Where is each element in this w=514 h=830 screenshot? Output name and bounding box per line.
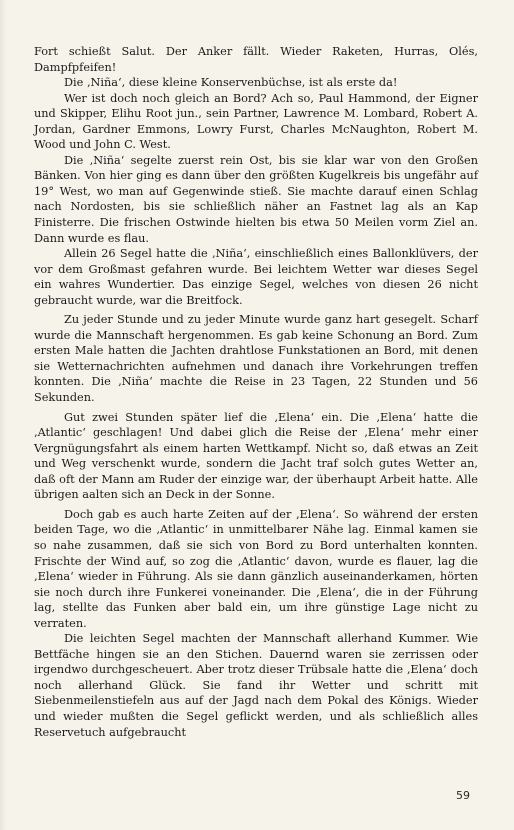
page-number: 59	[456, 789, 470, 802]
paragraph-5: Allein 26 Segel hatte die ‚Niña‘, einschließlich eines Ballonklüvers, der vor dem Großmast gefahren wurde. Bei leichtem Wetter war dieses Segel ein wahres Wundertier. Das einzige Segel, welches von diesen 26 nicht gebraucht wurde, war die Breitfock.	[34, 247, 478, 307]
paragraph-1: Fort schießt Salut. Der Anker fällt. Wieder Raketen, Hurras, Olés, Dampfpfeifen!	[34, 45, 478, 74]
paragraph-9: Die leichten Segel machten der Mannschaft allerhand Kummer. Wie Bettfäche hingen sie an den Stichen. Dauernd waren sie zerrissen oder irgendwo durchgescheuert. Aber trotz dieser Trübsale hatte die ‚Elena‘ doch noch allerhand Glück. Sie fand ihr Wetter und schritt mit Siebenmeilenstiefeln aus auf der Jagd nach dem Pokal des Königs. Wieder und wieder mußten die Segel geflickt werden, und als schließlich alles Reservetuch aufgebraucht	[34, 632, 478, 739]
page-edge-shadow	[0, 0, 6, 830]
paragraph-3: Wer ist doch noch gleich an Bord? Ach so, Paul Hammond, der Eigner und Skipper, Elihu Root jun., sein Partner, Lawrence M. Lombard, Robert A. Jordan, Gardner Emmons, Lowry Furst, Charles McNaughton, Robert M. Wood und John C. West.	[34, 91, 478, 152]
paragraph-4: Die ‚Niña‘ segelte zuerst rein Ost, bis sie klar war von den Großen Bänken. Von hier ging es dann über den größten Kugelkreis bis ungefähr auf 19° West, wo man auf Gegenwinde stieß. Sie machte darauf einen Schlag nach Nordosten, bis sie schließlich näher an Fastnet lag als an Kap Finisterre. Die frischen Ostwinde hielten bis etwa 50 Meilen vorm Ziel an. Dann wurde es flau.	[34, 153, 478, 245]
paragraph-7: Gut zwei Stunden später lief die ‚Elena‘ ein. Die ‚Elena‘ hatte die ‚Atlantic‘ geschlagen! Und dabei glich die Reise der ‚Elena‘ mehr einer Vergnügungsfahrt als einem harten Wettkampf. Nicht so, daß etwas an Zeit und Weg verschenkt wurde, sondern die Jacht traf solch gutes Wetter an, daß oft der Mann am Ruder der einzige war, der überhaupt Arbeit hatte. Alle übrigen aalten sich an Deck in der Sonne.	[34, 410, 478, 502]
paragraph-6: Zu jeder Stunde und zu jeder Minute wurde ganz hart gesegelt. Scharf wurde die Mannschaft hergenommen. Es gab keine Schonung an Bord. Zum ersten Male hatten die Jachten drahtlose Funkstationen an Bord, mit denen sie Wetternachrichten aufnehmen und danach ihre Vorkehrungen treffen konnten. Die ‚Niña‘ machte die Reise in 23 Tagen, 22 Stunden und 56 Sekunden.	[34, 313, 478, 405]
paragraph-2: Die ‚Niña‘, diese kleine Konservenbüchse, ist als erste da!	[64, 76, 398, 90]
paragraph-8: Doch gab es auch harte Zeiten auf der ‚Elena‘. So während der ersten beiden Tage, wo die ‚Atlantic‘ in unmittelbarer Nähe lag. Einmal kamen sie so nahe zusammen, daß sie sich von Bord zu Bord unterhalten konnten. Frischte der Wind auf, so zog die ‚Atlantic‘ davon, wurde es flauer, lag die ‚Elena‘ wieder in Führung. Als sie dann gänzlich auseinanderkamen, hörten sie noch durch ihre Funkerei voneinander. Die ‚Elena‘, die in der Führung lag, stellte das Funken aber bald ein, um ihre günstige Lage nicht zu verraten.	[34, 507, 478, 630]
